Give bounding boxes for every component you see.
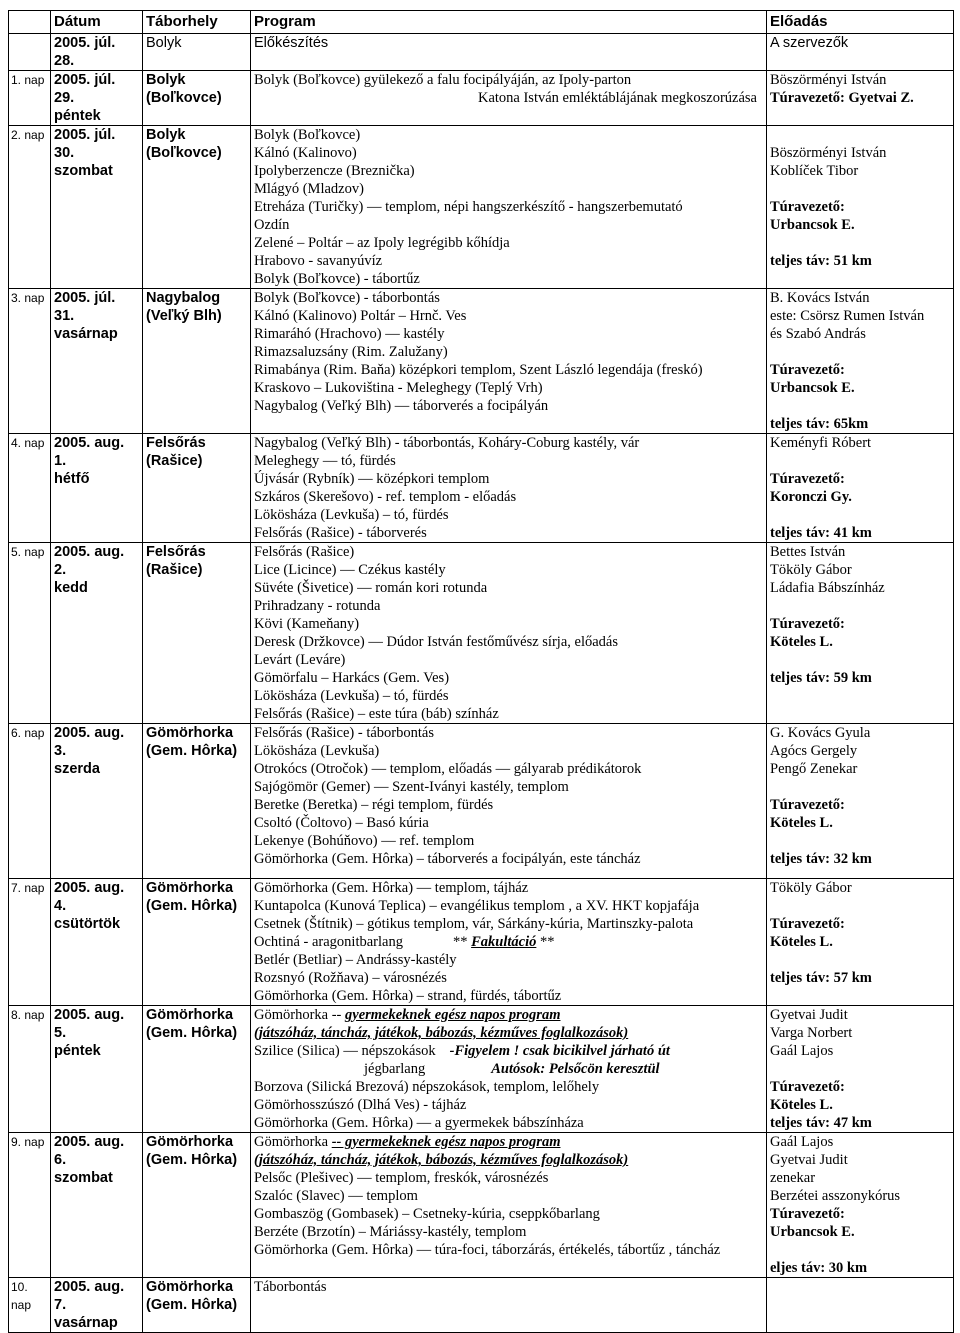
performer-item: Böszörményi István <box>770 145 887 161</box>
camp-place: Felsőrás <box>146 544 206 560</box>
day-row <box>9 1006 954 1133</box>
program-item: Lökösháza (Levkuša) – tó, fürdés <box>254 688 449 704</box>
performer-item: teljes táv: 59 km <box>770 670 872 686</box>
day-place-cell <box>143 1278 251 1333</box>
program-item: Ipolyberzencze (Breznička) <box>254 163 415 179</box>
camp-place: Gömörhorka <box>146 1279 234 1295</box>
day-program-cell <box>251 543 767 724</box>
program-jegbarlang-line <box>254 1060 763 1078</box>
performer-item <box>770 1278 950 1296</box>
program-item: Pelsőc (Plešivec) — templom, freskók, városnézés <box>254 1170 549 1186</box>
day-row <box>9 879 954 1006</box>
performer-item: eljes táv: 30 km <box>770 1260 868 1276</box>
program-item <box>254 933 763 951</box>
day-number: 1. nap <box>9 71 51 126</box>
performer-item: Koronczi Gy. <box>770 489 852 505</box>
camp-place: (Gem. Hôrka) <box>146 1297 238 1313</box>
performer-item: este: Csörsz Rumen István <box>770 308 925 324</box>
program-item: Süvéte (Šivetice) — román kori rotunda <box>254 580 488 596</box>
program-activities: (játszóház, táncház, játékok, bábozás, kézműves foglalkozások) <box>254 1152 629 1168</box>
performer-item: Túravezető: Gyetvai Z. <box>770 90 914 106</box>
day-performer-cell <box>767 289 954 434</box>
day-date: 2005. aug. 7. <box>54 1279 125 1313</box>
day-row <box>9 289 954 434</box>
program-warning: -Figyelem ! csak bicikilvel járható út <box>449 1043 670 1059</box>
day-program-cell <box>251 434 767 543</box>
performer-item <box>770 126 950 144</box>
program-item: Kálnó (Kalinovo) Poltár – Hrnč. Ves <box>254 308 467 324</box>
program-item: Kövi (Kameňany) <box>254 616 360 632</box>
camp-place: (Gem. Hôrka) <box>146 898 238 914</box>
program-item: Rimaráhó (Hrachovo) — kastély <box>254 326 445 342</box>
performer-item: Böszörményi István <box>770 72 887 88</box>
program-item: Gömörhorka (Gem. Hôrka) – táborverés a focipályán, este táncház <box>254 851 641 867</box>
day-weekday: hétfő <box>54 471 90 487</box>
performer-item: teljes táv: 51 km <box>770 253 872 269</box>
prep-performer: A szervezők <box>767 34 954 71</box>
performer-item <box>770 651 950 669</box>
camp-place: (Rašice) <box>146 562 203 578</box>
prep-date: 2005. júl. 28. <box>51 34 143 71</box>
day-date: 2005. júl. 29. <box>54 72 116 106</box>
performer-item <box>770 1241 950 1259</box>
performer-item: Berzétei asszonykórus <box>770 1188 901 1204</box>
performer-item: Túravezető: <box>770 1079 845 1095</box>
performer-item: Gaál Lajos <box>770 1134 834 1150</box>
performer-item: Agócs Gergely <box>770 743 858 759</box>
camp-place: Bolyk <box>146 72 186 88</box>
program-item: Gombaszög (Gombasek) – Csetneky-kúria, cseppkőbarlang <box>254 1206 600 1222</box>
program-item: Szalóc (Slavec) — templom <box>254 1188 418 1204</box>
performer-item: Köteles L. <box>770 1097 833 1113</box>
performer-item: G. Kovács Gyula <box>770 725 871 741</box>
program-item: Sajógömör (Gemer) — Szent-Iványi kastély, templom <box>254 779 569 795</box>
day-weekday: szombat <box>54 1170 113 1186</box>
program-head-emph: -- gyermekeknek egész napos program <box>331 1134 561 1150</box>
day-program-cell <box>251 1006 767 1133</box>
performer-item: Keményfi Róbert <box>770 435 872 451</box>
performer-item: Tököly Gábor <box>770 562 852 578</box>
performer-item <box>770 897 950 915</box>
day-row <box>9 71 954 126</box>
day-performer-cell <box>767 1278 954 1333</box>
program-item: Kraskovo – Lukoviština - Meleghegy (Teplý Vrh) <box>254 380 543 396</box>
day-date: 2005. aug. 6. <box>54 1134 125 1168</box>
day-place-cell <box>143 543 251 724</box>
program-item: Deresk (Držkovce) — Dúdor István festőművész sírja, előadás <box>254 634 618 650</box>
day-number: 5. nap <box>9 543 51 724</box>
camp-place: (Veľký Blh) <box>146 308 222 324</box>
header-performer: Előadás <box>767 11 954 34</box>
day-date: 2005. aug. 4. <box>54 880 125 914</box>
day-date-cell <box>51 724 143 879</box>
camp-place: (Gem. Hôrka) <box>146 1152 238 1168</box>
day-date-cell <box>51 71 143 126</box>
day-weekday: vasárnap <box>54 326 118 342</box>
performer-item: Túravezető: <box>770 362 845 378</box>
performer-item: zenekar <box>770 1170 816 1186</box>
day-place-cell <box>143 724 251 879</box>
day-number: 6. nap <box>9 724 51 879</box>
performer-item <box>770 832 950 850</box>
program-autosok: Autósok: Pelsőcön keresztül <box>491 1061 660 1077</box>
program-item: Mlágyó (Mladzov) <box>254 181 364 197</box>
day-number: 7. nap <box>9 879 51 1006</box>
program-item: Zelené – Poltár – az Ipoly legrégibb kőhídja <box>254 235 510 251</box>
performer-item <box>770 343 950 361</box>
day-program-cell <box>251 724 767 879</box>
fakultacio-note: ** Fakultáció ** <box>452 934 555 950</box>
program-item: Ozdín <box>254 217 290 233</box>
camp-place: Gömörhorka <box>146 880 234 896</box>
program-item: Gömörhosszúszó (Dlhá Ves) - tájház <box>254 1097 467 1113</box>
performer-item: Urbancsok E. <box>770 380 855 396</box>
program-item: Berzéte (Brzotín) – Máriássy-kastély, templom <box>254 1224 527 1240</box>
program-item: Bolyk (Boľkovce) gyülekező a falu focipályáján, az Ipoly-parton <box>254 72 632 88</box>
camp-place: Bolyk <box>146 127 186 143</box>
program-item: Etreháza (Turičky) — templom, népi hangszerkészítő - hangszerbemutató <box>254 199 683 215</box>
performer-item: Urbancsok E. <box>770 217 855 233</box>
day-date: 2005. aug. 3. <box>54 725 125 759</box>
performer-item: Túravezető: <box>770 616 845 632</box>
program-item: Nagybalog (Veľký Blh) — táborverés a focipályán <box>254 398 549 414</box>
day-performer-cell <box>767 543 954 724</box>
day-row <box>9 126 954 289</box>
day-performer-cell <box>767 126 954 289</box>
program-item: Táborbontás <box>254 1279 327 1295</box>
performer-item <box>770 397 950 415</box>
program-jegbarlang: jégbarlang <box>364 1061 426 1077</box>
camp-place: (Rašice) <box>146 453 203 469</box>
program-item: Felsőrás (Rašice) - táborverés <box>254 525 427 541</box>
performer-item: Ládafia Bábszínház <box>770 580 885 596</box>
day-number: 9. nap <box>9 1133 51 1278</box>
performer-item: Túravezető: <box>770 199 845 215</box>
program-item: Lökösháza (Levkuša) <box>254 743 380 759</box>
day-weekday: szerda <box>54 761 100 777</box>
performer-item: Gyetvai Judit <box>770 1152 848 1168</box>
performer-item: Gaál Lajos <box>770 1043 834 1059</box>
day-performer-cell <box>767 1006 954 1133</box>
day-date: 2005. aug. 1. <box>54 435 125 469</box>
performer-item: Tököly Gábor <box>770 880 852 896</box>
day-row <box>9 1278 954 1333</box>
performer-item: Túravezető: <box>770 916 845 932</box>
camp-place: (Boľkovce) <box>146 145 222 161</box>
program-item: Beretke (Beretka) – régi templom, fürdés <box>254 797 494 813</box>
program-item: Rimazsaluzsány (Rim. Zalužany) <box>254 344 448 360</box>
program-item: Szkáros (Skerešovo) - ref. templom - előadás <box>254 489 517 505</box>
day-weekday: csütörtök <box>54 916 121 932</box>
program-item: Újvásár (Rybník) — középkori templom <box>254 471 490 487</box>
camp-place: Gömörhorka <box>146 1007 234 1023</box>
program-item: Rimabánya (Rim. Baňa) középkori templom, Szent László legendája (freskó) <box>254 362 703 378</box>
program-item: Borzova (Silická Brezová) népszokások, templom, lelőhely <box>254 1079 600 1095</box>
performer-item: Koblíček Tibor <box>770 163 859 179</box>
prep-program: Előkészítés <box>251 34 767 71</box>
performer-item <box>770 234 950 252</box>
program-szilice-line <box>254 1042 763 1060</box>
day-date: 2005. júl. 31. <box>54 290 116 324</box>
header-nap-cell <box>9 11 51 34</box>
day-row <box>9 434 954 543</box>
day-program-cell <box>251 289 767 434</box>
performer-item <box>770 506 950 524</box>
program-item: Gömörhorka (Gem. Hôrka) — túra-foci, táborzárás, értékelés, tábortűz , táncház <box>254 1242 721 1258</box>
program-head-line <box>254 1133 763 1151</box>
camp-place: Gömörhorka <box>146 725 234 741</box>
day-number: 4. nap <box>9 434 51 543</box>
program-head-line <box>254 1006 763 1024</box>
day-date-cell <box>51 1006 143 1133</box>
schedule-table <box>8 10 954 1333</box>
camp-place: (Gem. Hôrka) <box>146 1025 238 1041</box>
header-place: Táborhely <box>143 11 251 34</box>
day-performer-cell <box>767 1133 954 1278</box>
day-date-cell <box>51 289 143 434</box>
day-place-cell <box>143 1006 251 1133</box>
program-item: Nagybalog (Veľký Blh) - táborbontás, Koháry-Coburg kastély, vár <box>254 435 640 451</box>
program-item: Lekenye (Bohúňovo) — ref. templom <box>254 833 475 849</box>
program-item: Csoltó (Čoltovo) – Basó kúria <box>254 815 429 831</box>
program-item: Levárt (Leváre) <box>254 652 346 668</box>
program-item: Gömörfalu – Harkács (Gem. Ves) <box>254 670 450 686</box>
performer-item <box>770 452 950 470</box>
program-item: Felsőrás (Rašice) – este túra (báb) színház <box>254 706 499 722</box>
program-item: Katona István emléktáblájának megkoszorúzása <box>477 90 757 106</box>
day-date-cell <box>51 1278 143 1333</box>
camp-place: Nagybalog <box>146 290 221 306</box>
performer-item <box>770 597 950 615</box>
program-item: Gömörhorka (Gem. Hôrka) — a gyermekek bábszínháza <box>254 1115 584 1131</box>
performer-item: teljes táv: 65km <box>770 416 869 432</box>
program-item: Felsőrás (Rašice) - táborbontás <box>254 725 434 741</box>
day-place-cell <box>143 1133 251 1278</box>
day-row <box>9 543 954 724</box>
day-date-cell <box>51 879 143 1006</box>
prep-row <box>9 34 954 71</box>
fakultacio-label: Fakultáció <box>471 934 537 950</box>
performer-item: Köteles L. <box>770 934 833 950</box>
performer-item: Köteles L. <box>770 815 833 831</box>
header-date: Dátum <box>51 11 143 34</box>
day-weekday: péntek <box>54 1043 101 1059</box>
performer-item: Túravezető: <box>770 1206 845 1222</box>
day-rows <box>9 71 954 1333</box>
day-row <box>9 1133 954 1278</box>
performer-item: teljes táv: 41 km <box>770 525 872 541</box>
day-place-cell <box>143 126 251 289</box>
program-head-emph: gyermekeknek egész napos program <box>345 1007 561 1023</box>
performer-item: és Szabó András <box>770 326 866 342</box>
program-item: Prihradzany - rotunda <box>254 598 381 614</box>
program-item: Kuntapolca (Kunová Teplica) – evangélikus templom , a XV. HKT kopjafája <box>254 898 700 914</box>
program-item: Lökösháza (Levkuša) – tó, fürdés <box>254 507 449 523</box>
performer-item: Bettes István <box>770 544 846 560</box>
performer-item: Urbancsok E. <box>770 1224 855 1240</box>
program-item: Gömörhorka (Gem. Hôrka) – strand, fürdés, tábortűz <box>254 988 562 1004</box>
performer-item: teljes táv: 47 km <box>770 1115 872 1131</box>
program-head: Gömörhorka -- <box>254 1007 342 1023</box>
performer-item: Túravezető: <box>770 797 845 813</box>
program-item: Csetnek (Štítnik) – gótikus templom, vár, Sárkány-kúria, Martinszky-palota <box>254 916 694 932</box>
program-item: Felsőrás (Rašice) <box>254 544 355 560</box>
program-item: Betlér (Betliar) – Andrássy-kastély <box>254 952 457 968</box>
camp-place: (Boľkovce) <box>146 90 222 106</box>
day-performer-cell <box>767 724 954 879</box>
day-weekday: szombat <box>54 163 113 179</box>
performer-item <box>770 180 950 198</box>
day-program-cell <box>251 879 767 1006</box>
performer-item: Gyetvai Judit <box>770 1007 848 1023</box>
day-number: 3. nap <box>9 289 51 434</box>
day-performer-cell <box>767 434 954 543</box>
performer-item: teljes táv: 57 km <box>770 970 872 986</box>
performer-item <box>770 951 950 969</box>
camp-place: (Gem. Hôrka) <box>146 743 238 759</box>
program-item: Hrabovo - savanyúvíz <box>254 253 383 269</box>
day-place-cell <box>143 434 251 543</box>
program-item: Kálnó (Kalinovo) <box>254 145 357 161</box>
day-place-cell <box>143 879 251 1006</box>
performer-item: Varga Norbert <box>770 1025 853 1041</box>
program-item: Bolyk (Boľkovce) <box>254 127 361 143</box>
day-number: 2. nap <box>9 126 51 289</box>
day-date-cell <box>51 126 143 289</box>
day-date: 2005. aug. 2. <box>54 544 125 578</box>
program-item: Otrokócs (Otročok) — templom, előadás — gályarab prédikátorok <box>254 761 642 777</box>
day-weekday: vasárnap <box>54 1315 118 1331</box>
day-performer-cell <box>767 71 954 126</box>
program-head: Gömörhorka <box>254 1134 329 1150</box>
program-item: Bolyk (Boľkovce) - táborbontás <box>254 290 440 306</box>
performer-item: teljes táv: 32 km <box>770 851 872 867</box>
header-program: Program <box>251 11 767 34</box>
performer-item <box>770 1060 950 1078</box>
program-item: Meleghegy — tó, fürdés <box>254 453 396 469</box>
day-performer-cell <box>767 879 954 1006</box>
day-date: 2005. júl. 30. <box>54 127 116 161</box>
day-date-cell <box>51 543 143 724</box>
day-weekday: kedd <box>54 580 88 596</box>
camp-place: Gömörhorka <box>146 1134 234 1150</box>
program-item: Rozsnyó (Rožňava) – városnézés <box>254 970 447 986</box>
camp-place: Felsőrás <box>146 435 206 451</box>
program-item: Lice (Licince) — Czékus kastély <box>254 562 446 578</box>
program-szilice: Szilice (Silica) — népszokások <box>254 1043 436 1059</box>
day-weekday: péntek <box>54 108 101 124</box>
prep-nap-cell <box>9 34 51 71</box>
day-date-cell <box>51 1133 143 1278</box>
prep-place: Bolyk <box>143 34 251 71</box>
program-activities: (játszóház, táncház, játékok, bábozás, kézműves foglalkozások) <box>254 1025 629 1041</box>
day-program-cell <box>251 126 767 289</box>
performer-item <box>770 778 950 796</box>
day-place-cell <box>143 71 251 126</box>
header-row <box>9 11 954 34</box>
day-row <box>9 724 954 879</box>
day-number: 8. nap <box>9 1006 51 1133</box>
performer-item: B. Kovács István <box>770 290 870 306</box>
performer-item: Túravezető: <box>770 471 845 487</box>
day-place-cell <box>143 289 251 434</box>
program-item: Gömörhorka (Gem. Hôrka) — templom, tájház <box>254 880 529 896</box>
day-program-cell <box>251 1278 767 1333</box>
day-date: 2005. aug. 5. <box>54 1007 125 1041</box>
program-item: Bolyk (Boľkovce) - tábortűz <box>254 271 420 287</box>
program-item-text: Ochtiná - aragonitbarlang <box>254 934 403 950</box>
day-program-cell <box>251 71 767 126</box>
performer-item: Pengő Zenekar <box>770 761 858 777</box>
day-program-cell <box>251 1133 767 1278</box>
performer-item: Köteles L. <box>770 634 833 650</box>
day-date-cell <box>51 434 143 543</box>
day-number: 10. nap <box>9 1278 51 1333</box>
